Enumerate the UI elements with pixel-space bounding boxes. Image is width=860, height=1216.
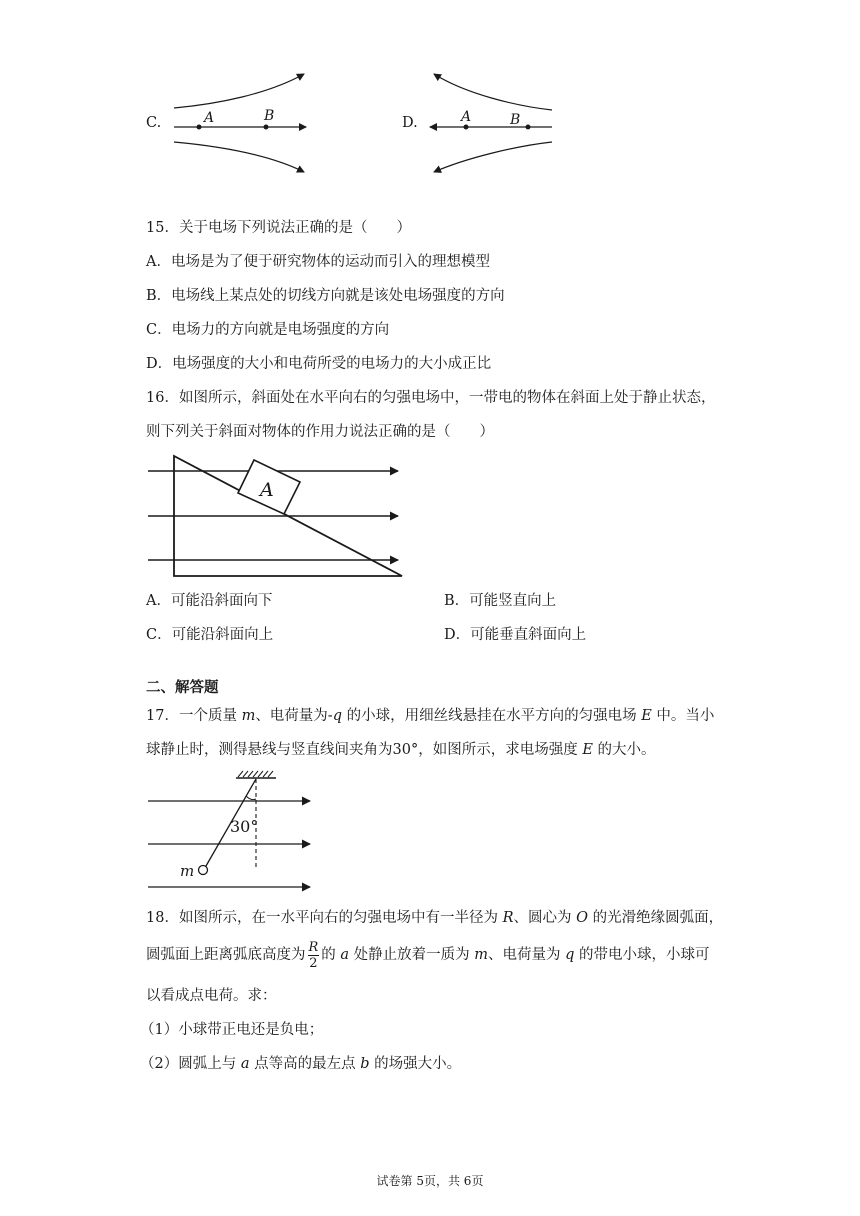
q18-subquestion-2: （2）圆弧上与 a 点等高的最左点 b 的场强大小。	[140, 1056, 462, 1072]
q18-line1: 18．如图所示，在一水平向右的匀强电场中有一半径为 R、圆心为 O 的光滑绝缘圆弧面，	[146, 910, 724, 926]
q16-stem-line2: 则下列关于斜面对物体的作用力说法正确的是（ ）	[146, 424, 494, 440]
q16-option-d: D．可能垂直斜面向上	[444, 627, 587, 643]
q18-line2: 圆弧面上距离弧底高度为 $\frac{R}{2}$ 的 a 处静止放着一质为 m、电荷量为 q 的带电小球，小球可	[146, 939, 710, 971]
point-b-dot	[526, 125, 531, 130]
q16-incline-diagram	[140, 450, 410, 582]
point-b-dot	[264, 125, 269, 130]
section-heading: 二、解答题	[146, 679, 219, 696]
q17-pendulum-diagram	[140, 768, 320, 894]
point-a-dot	[197, 125, 202, 130]
q14-option-c-label: C.	[146, 115, 162, 131]
point-a-dot	[464, 125, 469, 130]
ceiling-hatch	[238, 771, 273, 777]
ball	[199, 866, 208, 875]
q15-option-c: C．电场力的方向就是电场强度的方向	[146, 322, 390, 338]
q16-option-a: A．可能沿斜面向下	[146, 593, 273, 609]
page-footer: 试卷第 5页，共 6页	[376, 1174, 484, 1188]
q14-diagram-c	[168, 68, 313, 176]
point-b-label: B	[264, 108, 275, 124]
angle-label: 30°	[230, 817, 259, 836]
q16-option-b: B．可能竖直向上	[444, 593, 557, 609]
point-a-label: A	[461, 109, 472, 125]
q17-line1: 17．一个质量 m、电荷量为-q 的小球，用细丝线悬挂在水平方向的匀强电场 E 中。当小	[146, 708, 715, 724]
q18-line3: 以看成点电荷。求：	[146, 988, 277, 1004]
field-line-upper	[434, 74, 552, 110]
q17-line2: 球静止时，测得悬线与竖直线间夹角为30°，如图所示，求电场强度 E 的大小。	[146, 742, 656, 758]
field-line-lower	[434, 142, 552, 172]
q15-option-a: A．电场是为了便于研究物体的运动而引入的理想模型	[146, 254, 490, 270]
q14-option-d-label: D.	[402, 115, 418, 131]
q16-stem-line1: 16．如图所示，斜面处在水平向右的匀强电场中，一带电的物体在斜面上处于静止状态，	[146, 390, 716, 406]
q15-option-b: B．电场线上某点处的切线方向就是该处电场强度的方向	[146, 288, 505, 304]
field-line-upper	[174, 74, 304, 108]
fraction-r-over-2: $\frac{R}{2}$	[308, 939, 319, 971]
q15-stem: 15．关于电场下列说法正确的是（ ）	[146, 220, 411, 236]
q15-option-d: D．电场强度的大小和电荷所受的电场力的大小成正比	[146, 356, 492, 372]
q14-diagram-d	[426, 68, 558, 176]
field-line-lower	[174, 142, 304, 172]
q18-subquestion-1: （1）小球带正电还是负电；	[140, 1022, 324, 1038]
block-a-label: A	[260, 479, 274, 501]
angle-arc	[246, 796, 256, 800]
point-a-label: A	[204, 110, 215, 126]
mass-label: m	[180, 862, 195, 880]
q16-option-c: C．可能沿斜面向上	[146, 627, 274, 643]
point-b-label: B	[510, 112, 521, 128]
